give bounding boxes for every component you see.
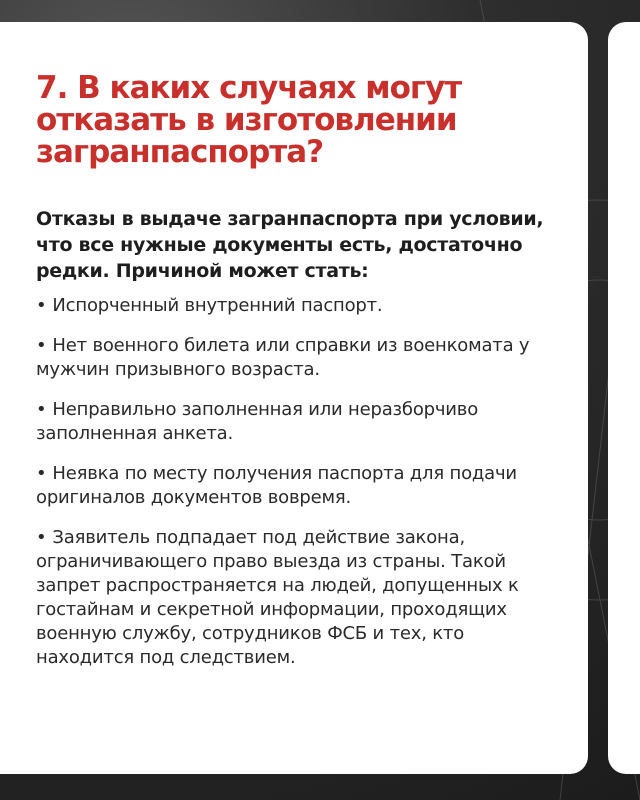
list-item [36, 398, 556, 446]
list-item [36, 294, 556, 318]
bullet-icon: • [36, 463, 47, 484]
list-item [36, 334, 556, 382]
bullet-icon: • [36, 295, 47, 316]
reasons-list [36, 294, 556, 670]
list-item-text: Нет военного билета или справки из военкомата у мужчин призывного возраста. [36, 335, 530, 380]
content-card [0, 22, 588, 774]
list-item [36, 462, 556, 510]
bullet-icon: • [36, 527, 47, 548]
list-item-text: Заявитель подпадает под действие закона, ограничивающего право выезда из страны. Такой запрет распространяется на людей, допущенных к гостайнам и секретной информации, проходящих военную службу, сотрудников ФСБ и тех, кто находится под следствием. [36, 527, 519, 668]
next-slide-card [608, 22, 640, 774]
list-item-text: Неявка по месту получения паспорта для подачи оригиналов документов вовремя. [36, 463, 517, 508]
list-item-text: Неправильно заполненная или неразборчиво заполненная анкета. [36, 399, 479, 444]
bullet-icon: • [36, 335, 47, 356]
intro-paragraph: Отказы в выдаче загранпаспорта при условии, что все нужные документы есть, достаточно редки. Причиной может стать: [36, 208, 544, 282]
bullet-icon: • [36, 399, 47, 420]
page-title: 7. В каких случаях могут отказать в изготовлении загранпаспорта? [36, 70, 462, 170]
list-item [36, 526, 556, 670]
list-item-text: Испорченный внутренний паспорт. [52, 295, 383, 316]
